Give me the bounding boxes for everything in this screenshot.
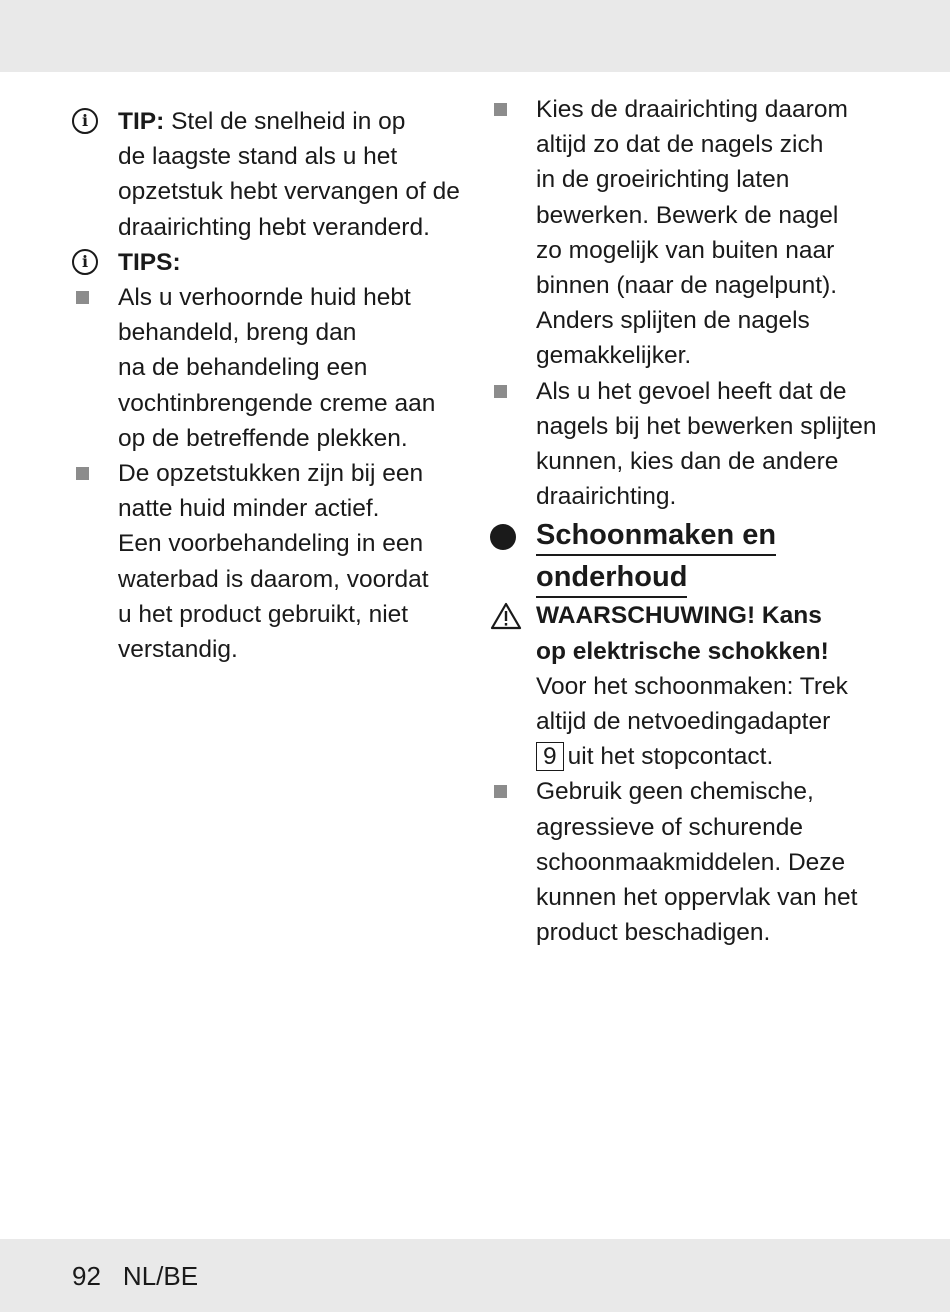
info-icon: i bbox=[72, 249, 98, 275]
tip-line-4: draairichting hebt veranderd. bbox=[118, 213, 430, 241]
tip-block bbox=[72, 104, 472, 245]
locale-label: NL/BE bbox=[122, 1261, 199, 1291]
section-heading-line-2: onderhoud bbox=[536, 558, 687, 598]
square-bullet-icon bbox=[76, 467, 89, 480]
right-column bbox=[490, 92, 885, 950]
warning-block: WAARSCHUWING! Kans op elektrische schokken! Voor het schoonmaken: Trek altijd de netvoedingadapter 9 uit het stopcontact. bbox=[490, 598, 885, 774]
reference-number-box: 9 bbox=[536, 742, 564, 771]
bullet-dot-icon bbox=[490, 524, 516, 550]
tip-line-3: opzetstuk hebt vervangen of de bbox=[118, 178, 460, 206]
list-item: Kies de draairichting daarom altijd zo dat de nagels zich in de groeirichting laten bewerken. Bewerk de nagel zo mogelijk van buiten naar binnen (naar de nagelpunt). Anders splijten de nagels gemakkelijker. bbox=[490, 92, 885, 374]
warning-last-line: 9 uit het stopcontact. bbox=[536, 739, 885, 774]
warning-icon bbox=[490, 602, 522, 630]
list-item: Als u verhoornde huid hebt behandeld, breng dan na de behandeling een vochtinbrengende creme aan op de betreffende plekken. bbox=[72, 280, 472, 456]
square-bullet-icon bbox=[494, 103, 507, 116]
section-heading-line-1: Schoonmaken en bbox=[536, 516, 776, 556]
square-bullet-icon bbox=[494, 785, 507, 798]
info-icon: i bbox=[72, 108, 98, 134]
square-bullet-icon bbox=[494, 385, 507, 398]
warning-title-line-2: op elektrische schokken! bbox=[536, 637, 829, 665]
tips-block bbox=[72, 245, 472, 280]
header-band bbox=[0, 0, 950, 72]
square-bullet-icon bbox=[76, 291, 89, 304]
list-item: De opzetstukken zijn bij een natte huid minder actief. Een voorbehandeling in een waterbad is daarom, voordat u het product gebruikt, niet verstandig. bbox=[72, 456, 472, 667]
tips-label: TIPS: bbox=[118, 248, 181, 276]
list-item: Gebruik geen chemische, agressieve of schurende schoonmaakmiddelen. Deze kunnen het oppervlak van het product beschadigen. bbox=[490, 774, 885, 950]
page-footer bbox=[72, 1258, 198, 1294]
tip-line-1: TIP: Stel de snelheid in op bbox=[118, 108, 406, 135]
page-number: 92 bbox=[72, 1261, 101, 1291]
tip-label: TIP: bbox=[118, 108, 165, 135]
warning-title-line-1: WAARSCHUWING! Kans bbox=[536, 602, 822, 630]
tip-line-2: de laagste stand als u het bbox=[118, 143, 398, 171]
section-heading bbox=[490, 514, 885, 598]
list-item: Als u het gevoel heeft dat de nagels bij het bewerken splijten kunnen, kies dan de andere draairichting. bbox=[490, 374, 885, 515]
left-column bbox=[72, 104, 472, 667]
